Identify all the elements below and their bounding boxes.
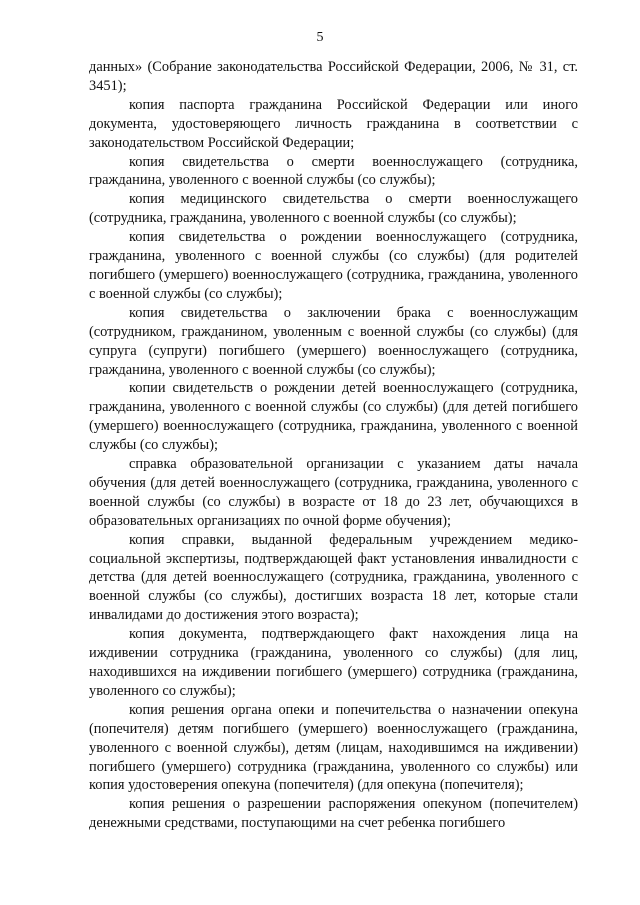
document-body bbox=[89, 58, 578, 833]
paragraph-children-birth-certificates: копии свидетельств о рождении детей военнослужащего (сотрудника, гражданина, уволенного с военной службы (со службы) (для детей погибшего (умершего) военнослужащего (сотрудника, гражданина, уволенного с военной службы (со службы); bbox=[89, 380, 578, 454]
paragraph-education-certificate: справка образовательной организации с указанием даты начала обучения (для детей военнослужащего (сотрудника, гражданина, уволенного с военной службы (со службы) в возрасте от 18 до 23 лет, обучающихся в образовательных организациях по очной форме обучения); bbox=[89, 456, 578, 529]
paragraph-dependency-document: копия документа, подтверждающего факт нахождения лица на иждивении сотрудника (гражданина, уволенного со службы) (для лиц, находившихся на иждивении погибшего (умершего) сотрудника (гражданина, уволенного со службы); bbox=[89, 626, 578, 699]
paragraph-guardianship-decision: копия решения органа опеки и попечительства о назначении опекуна (попечителя) детям погибшего (умершего) военнослужащего (гражданина, уволенного с военной службы), детям (лицам, находившимся на иждивении) погибшего (умершего) сотрудника (гражданина, уволенного со службы) или копия удостоверения опекуна (попечителя) (для опекуна (попечителя); bbox=[89, 701, 578, 794]
paragraph-disability-certificate: копия справки, выданной федеральным учреждением медико-социальной экспертизы, подтверждающей факт установления инвалидности с детства (для детей военнослужащего (сотрудника, гражданина, уволенного с военной службы (со службы), достигших возраста 18 лет, которые стали инвалидами до достижения этого возраста); bbox=[89, 531, 578, 624]
paragraph-funds-disposal-decision: копия решения о разрешении распоряжения опекуном (попечителем) денежными средствами, поступающими на счет ребенка погибшего bbox=[89, 796, 578, 832]
paragraph-continuation: данных» (Собрание законодательства Российской Федерации, 2006, № 31, ст. 3451); bbox=[89, 59, 578, 94]
paragraph-marriage-certificate: копия свидетельства о заключении брака с военнослужащим (сотрудником, гражданином, уволенным с военной службы (со службы) (для супруга (супруги) погибшего (умершего) военнослужащего (сотрудника, гражданина, уволенного с военной службы (со службы); bbox=[89, 304, 578, 378]
paragraph-death-certificate: копия свидетельства о смерти военнослужащего (сотрудника, гражданина, уволенного с военной службы (со службы); bbox=[89, 153, 578, 189]
page-number: 5 bbox=[316, 30, 324, 45]
paragraph-passport-copy: копия паспорта гражданина Российской Федерации или иного документа, удостоверяющего личность гражданина в соответствии с законодательством Российской Федерации; bbox=[89, 96, 578, 151]
paragraph-birth-certificate: копия свидетельства о рождении военнослужащего (сотрудника, гражданина, уволенного с военной службы (со службы) (для родителей погибшего (умершего) военнослужащего (сотрудника, гражданина, уволенного с военной службы (со службы); bbox=[89, 229, 578, 302]
paragraph-medical-death-certificate: копия медицинского свидетельства о смерти военнослужащего (сотрудника, гражданина, уволенного с военной службы (со службы); bbox=[89, 191, 578, 227]
